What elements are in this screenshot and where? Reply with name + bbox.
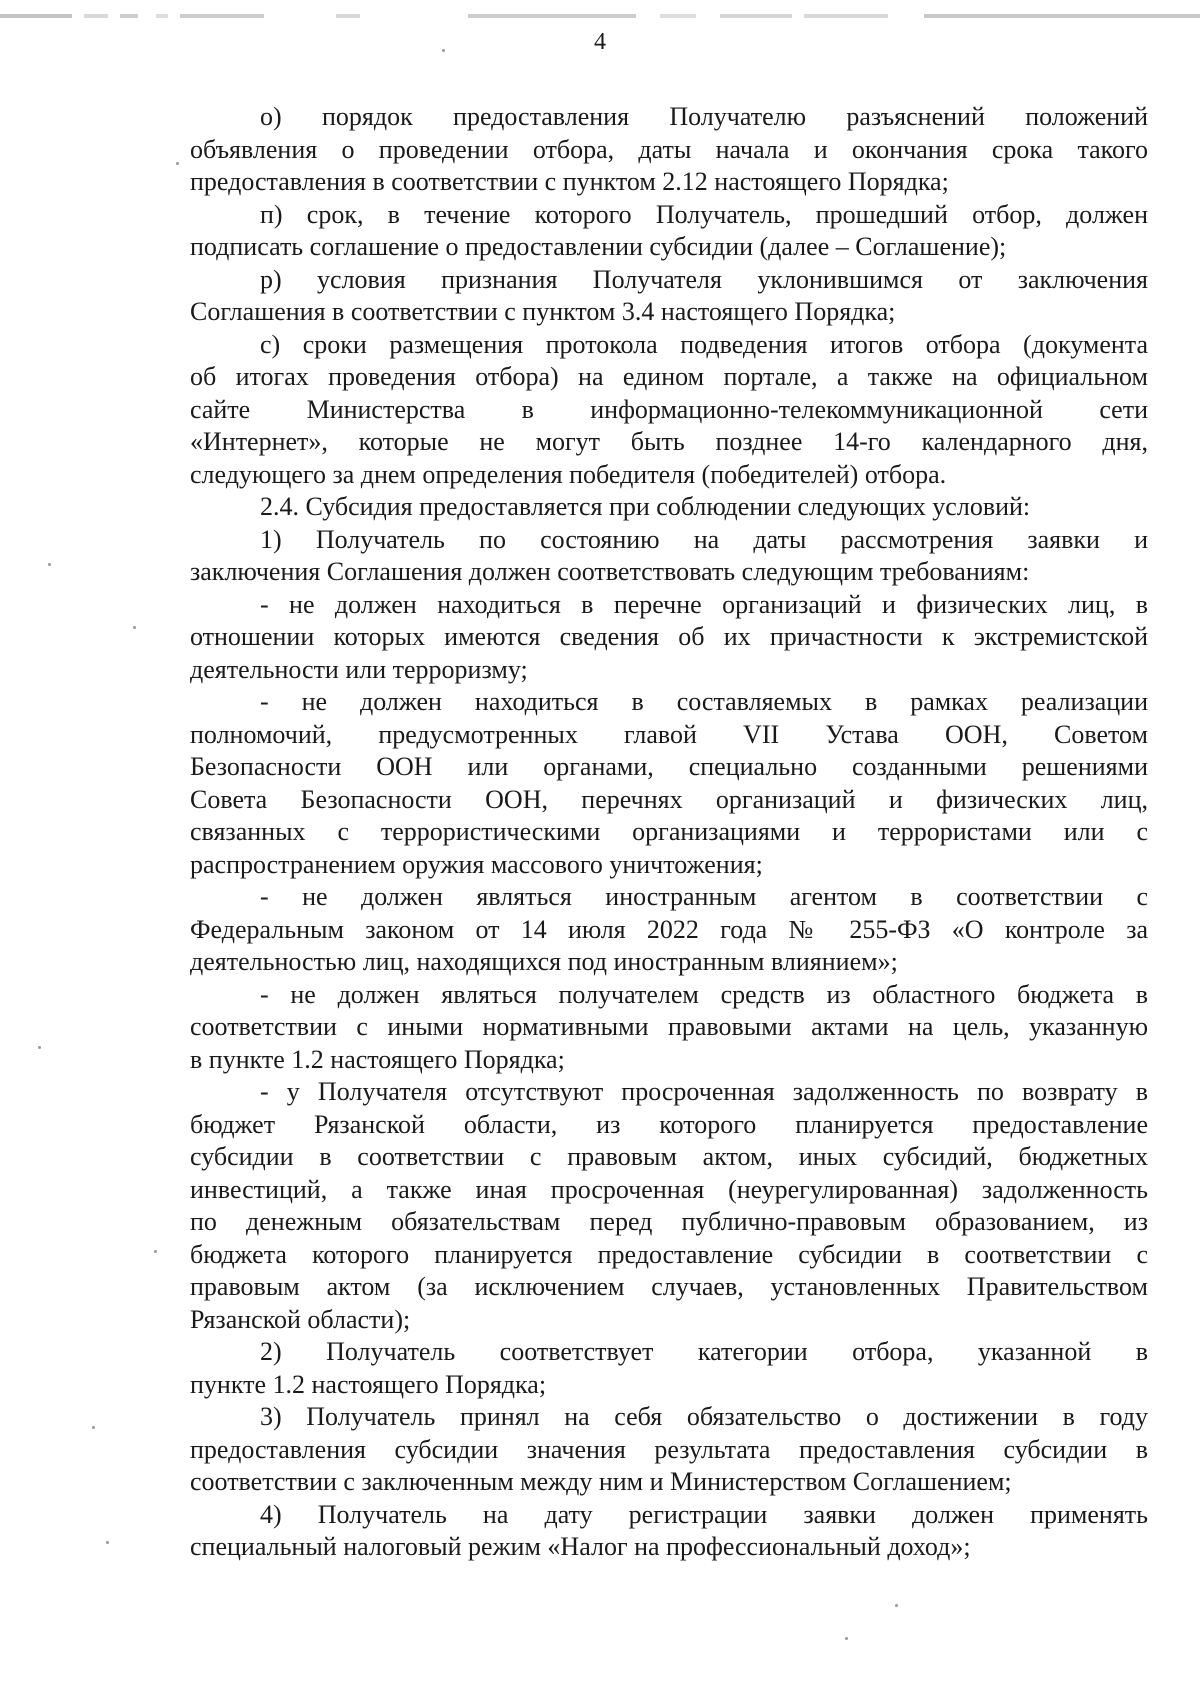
page-number: 4	[594, 29, 606, 55]
text-line: - не должен являться иностранным агентом в соответствии с	[260, 882, 1148, 911]
text-line: специальный налоговый режим «Налог на профессиональный доход»;	[190, 1532, 971, 1561]
text-line: об итогах проведения отбора) на едином портале, а также на официальном	[190, 362, 1148, 391]
text-line: субсидии в соответствии с правовым актом, иных субсидий, бюджетных	[190, 1142, 1148, 1171]
text-line: деятельностью лиц, находящихся под иностранным влиянием»;	[190, 947, 898, 976]
text-line: Соглашения в соответствии с пунктом 3.4 настоящего Порядка;	[190, 297, 896, 326]
text-line: с) сроки размещения протокола подведения итогов отбора (документа	[260, 329, 1148, 359]
scan-speck	[38, 1046, 41, 1049]
text-line: деятельности или терроризму;	[190, 654, 528, 684]
text-line: распространением оружия массового уничтожения;	[190, 849, 763, 879]
text-line: 1) Получатель по состоянию на даты рассмотрения заявки и	[260, 524, 1148, 554]
text-line: - не должен являться получателем средств из областного бюджета в	[260, 979, 1148, 1009]
text-line: предоставления субсидии значения результата предоставления субсидии в	[190, 1434, 1148, 1464]
text-line: правовым актом (за исключением случаев, установленных Правительством	[190, 1272, 1148, 1301]
scan-speck	[92, 1426, 95, 1429]
text-line: в пункте 1.2 настоящего Порядка;	[190, 1044, 565, 1074]
scan-speck	[106, 1541, 109, 1544]
text-line: п) срок, в течение которого Получатель, прошедший отбор, должен	[260, 199, 1148, 229]
text-line: полномочий, предусмотренных главой VII Устава ООН, Советом	[190, 719, 1148, 749]
text-line: заключения Соглашения должен соответствовать следующим требованиям:	[190, 557, 1030, 586]
text-line: 3) Получатель принял на себя обязательство о достижении в году	[260, 1402, 1148, 1431]
text-line: - у Получателя отсутствуют просроченная задолженность по возврату в	[260, 1077, 1148, 1106]
scan-speck	[442, 49, 445, 52]
text-line: «Интернет», которые не могут быть позднее 14-го календарного дня,	[190, 427, 1148, 456]
text-line: 2.4. Субсидия предоставляется при соблюдении следующих условий:	[260, 492, 1031, 521]
scan-speck	[154, 1250, 157, 1253]
text-line: Федеральным законом от 14 июля 2022 года № 255-ФЗ «О контроле за	[190, 914, 1148, 944]
text-line: по денежным обязательствам перед публично-правовым образованием, из	[190, 1207, 1148, 1236]
text-line: о) порядок предоставления Получателю разъяснений положений	[260, 102, 1148, 131]
text-line: бюджет Рязанской области, из которого планируется предоставление	[190, 1109, 1148, 1139]
text-line: Рязанской области);	[190, 1304, 411, 1334]
text-line: - не должен находиться в составляемых в рамках реализации	[260, 687, 1148, 716]
text-line: Безопасности ООН или органами, специально созданными решениями	[190, 752, 1148, 781]
text-line: - не должен находиться в перечне организаций и физических лиц, в	[260, 589, 1148, 619]
scan-speck	[895, 1604, 898, 1607]
scan-edge-artifact	[0, 14, 1200, 18]
text-line: подписать соглашение о предоставлении субсидии (далее – Соглашение);	[190, 232, 1007, 261]
text-line: 4) Получатель на дату регистрации заявки должен применять	[260, 1499, 1148, 1529]
text-line: следующего за днем определения победителя (победителей) отбора.	[190, 459, 947, 489]
scan-speck	[845, 1637, 848, 1640]
text-line: отношении которых имеются сведения об их причастности к экстремистской	[190, 622, 1148, 651]
scan-speck	[133, 626, 136, 629]
text-line: 2) Получатель соответствует категории отбора, указанной в	[260, 1337, 1148, 1366]
scan-speck	[48, 563, 51, 566]
text-line: предоставления в соответствии с пунктом 2.12 настоящего Порядка;	[190, 167, 949, 196]
text-line: объявления о проведении отбора, даты начала и окончания срока такого	[190, 134, 1148, 164]
text-line: пункте 1.2 настоящего Порядка;	[190, 1369, 547, 1399]
text-line: связанных с террористическими организациями и террористами или с	[190, 817, 1148, 846]
text-line: соответствии с заключенным между ним и Министерством Соглашением;	[190, 1467, 1012, 1496]
text-line: Совета Безопасности ООН, перечнях организаций и физических лиц,	[190, 784, 1148, 814]
text-line: соответствии с иными нормативными правовыми актами на цель, указанную	[190, 1012, 1148, 1041]
text-line: бюджета которого планируется предоставление субсидии в соответствии с	[190, 1239, 1148, 1269]
text-line: р) условия признания Получателя уклонившимся от заключения	[260, 264, 1148, 294]
scan-speck	[176, 162, 179, 165]
text-line: инвестиций, а также иная просроченная (неурегулированная) задолженность	[190, 1174, 1148, 1204]
text-line: сайте Министерства в информационно-телекоммуникационной сети	[190, 394, 1148, 424]
document-body	[190, 101, 1148, 1564]
